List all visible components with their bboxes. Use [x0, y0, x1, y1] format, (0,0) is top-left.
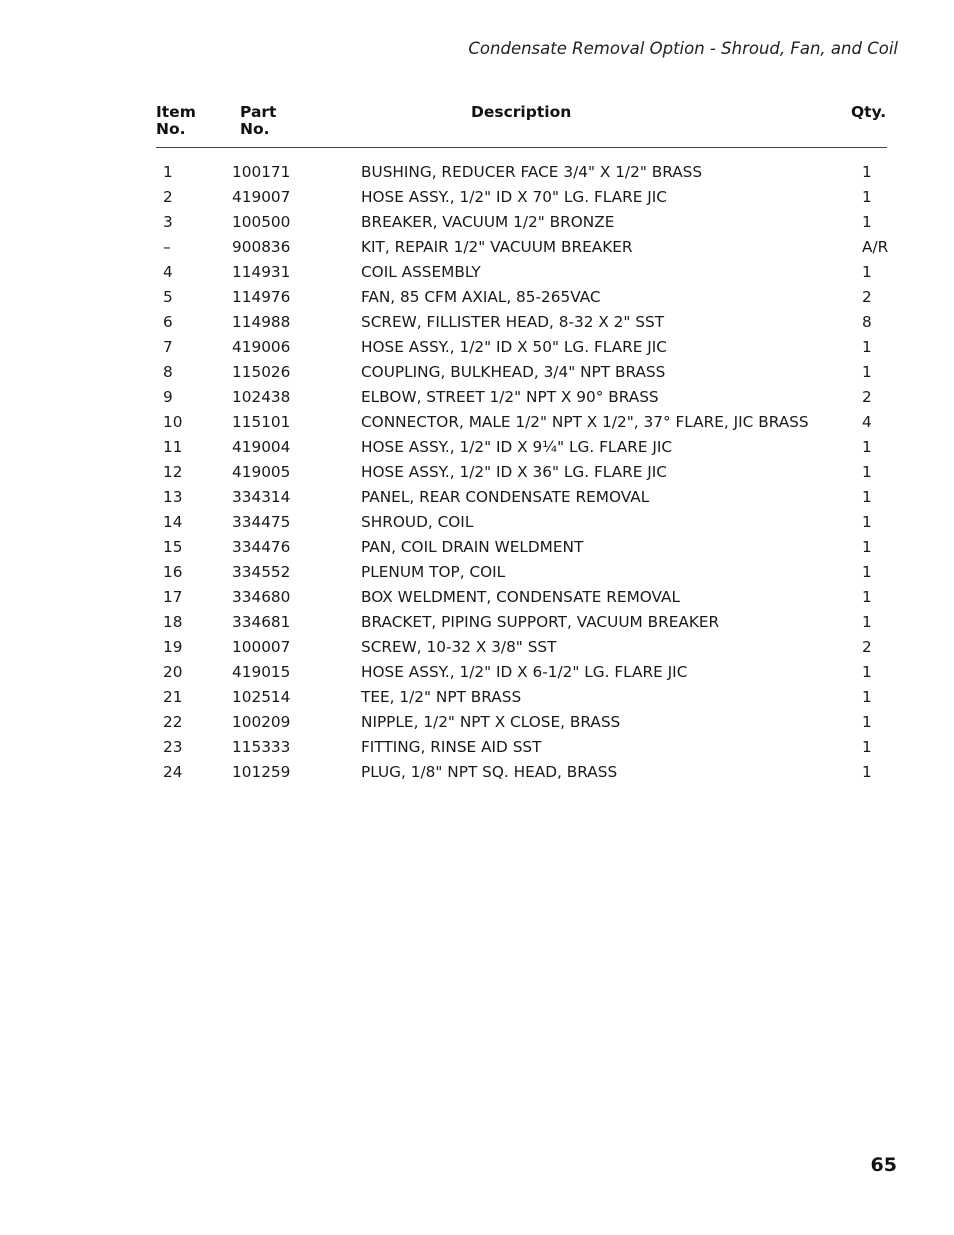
part-no-cell: 115026: [232, 363, 291, 381]
table-row: [0, 585, 954, 610]
item-no-cell: 19: [163, 638, 183, 656]
part-no-cell: 334314: [232, 488, 291, 506]
qty-cell: 2: [862, 388, 872, 406]
qty-cell: 1: [862, 738, 872, 756]
description-cell: PANEL, REAR CONDENSATE REMOVAL: [361, 488, 650, 506]
table-row: [0, 685, 954, 710]
description-cell: NIPPLE, 1/2" NPT X CLOSE, BRASS: [361, 713, 621, 731]
table-row: [0, 510, 954, 535]
qty-cell: 1: [862, 438, 872, 456]
description-cell: SCREW, 10-32 X 3/8" SST: [361, 638, 557, 656]
part-no-cell: 419007: [232, 188, 291, 206]
qty-cell: 1: [862, 613, 872, 631]
table-row: [0, 535, 954, 560]
header-qty: Qty.: [851, 103, 887, 121]
item-no-cell: 17: [163, 588, 183, 606]
item-no-cell: 9: [163, 388, 173, 406]
qty-cell: 1: [862, 513, 872, 531]
part-no-cell: 100171: [232, 163, 291, 181]
qty-cell: 1: [862, 188, 872, 206]
header-item-no: [156, 104, 196, 138]
table-row: [0, 260, 954, 285]
part-no-cell: 102438: [232, 388, 291, 406]
item-no-cell: 6: [163, 313, 173, 331]
header-part-line2: No.: [240, 120, 270, 138]
description-cell: TEE, 1/2" NPT BRASS: [361, 688, 522, 706]
item-no-cell: 2: [163, 188, 173, 206]
part-no-cell: 419006: [232, 338, 291, 356]
qty-cell: 4: [862, 413, 872, 431]
table-row: [0, 185, 954, 210]
item-no-cell: 7: [163, 338, 173, 356]
description-cell: COIL ASSEMBLY: [361, 263, 481, 281]
part-no-cell: 334680: [232, 588, 291, 606]
table-row: [0, 435, 954, 460]
description-cell: ELBOW, STREET 1/2" NPT X 90° BRASS: [361, 388, 659, 406]
item-no-cell: 24: [163, 763, 183, 781]
part-no-cell: 419015: [232, 663, 291, 681]
part-no-cell: 334681: [232, 613, 291, 631]
description-cell: PLUG, 1/8" NPT SQ. HEAD, BRASS: [361, 763, 618, 781]
page-number: 65: [870, 1154, 897, 1176]
item-no-cell: 10: [163, 413, 183, 431]
item-no-cell: 16: [163, 563, 183, 581]
table-row: [0, 485, 954, 510]
qty-cell: 1: [862, 563, 872, 581]
item-no-cell: 18: [163, 613, 183, 631]
item-no-cell: 22: [163, 713, 183, 731]
table-row: [0, 460, 954, 485]
part-no-cell: 114931: [232, 263, 291, 281]
table-row: [0, 735, 954, 760]
qty-cell: 1: [862, 463, 872, 481]
table-row: [0, 310, 954, 335]
table-row: [0, 385, 954, 410]
table-row: [0, 610, 954, 635]
description-cell: BREAKER, VACUUM 1/2" BRONZE: [361, 213, 615, 231]
item-no-cell: 1: [163, 163, 173, 181]
table-row: [0, 285, 954, 310]
running-head: Condensate Removal Option - Shroud, Fan, and Coil: [468, 39, 898, 58]
parts-table-body: [0, 160, 954, 785]
item-no-cell: 3: [163, 213, 173, 231]
table-row: [0, 160, 954, 185]
item-no-cell: 5: [163, 288, 173, 306]
table-row: [0, 235, 954, 260]
qty-cell: 1: [862, 688, 872, 706]
qty-cell: 1: [862, 363, 872, 381]
part-no-cell: 115101: [232, 413, 291, 431]
item-no-cell: 8: [163, 363, 173, 381]
item-no-cell: 12: [163, 463, 183, 481]
table-row: [0, 410, 954, 435]
table-row: [0, 335, 954, 360]
table-row: [0, 635, 954, 660]
part-no-cell: 114988: [232, 313, 291, 331]
table-row: [0, 760, 954, 785]
table-row: [0, 560, 954, 585]
qty-cell: 8: [862, 313, 872, 331]
qty-cell: 1: [862, 338, 872, 356]
qty-cell: 1: [862, 763, 872, 781]
description-cell: FAN, 85 CFM AXIAL, 85-265VAC: [361, 288, 601, 306]
part-no-cell: 100209: [232, 713, 291, 731]
item-no-cell: 21: [163, 688, 183, 706]
header-description: Description: [471, 103, 572, 121]
description-cell: BOX WELDMENT, CONDENSATE REMOVAL: [361, 588, 681, 606]
qty-cell: 1: [862, 163, 872, 181]
description-cell: COUPLING, BULKHEAD, 3/4" NPT BRASS: [361, 363, 666, 381]
item-no-cell: 20: [163, 663, 183, 681]
part-no-cell: 334476: [232, 538, 291, 556]
qty-cell: 1: [862, 263, 872, 281]
qty-cell: 1: [862, 663, 872, 681]
qty-cell: 2: [862, 288, 872, 306]
description-cell: HOSE ASSY., 1/2" ID X 70" LG. FLARE JIC: [361, 188, 667, 206]
header-rule: [156, 147, 887, 148]
description-cell: PLENUM TOP, COIL: [361, 563, 506, 581]
item-no-cell: 14: [163, 513, 183, 531]
part-no-cell: 100500: [232, 213, 291, 231]
description-cell: HOSE ASSY., 1/2" ID X 6-1/2" LG. FLARE JIC: [361, 663, 688, 681]
qty-cell: 2: [862, 638, 872, 656]
part-no-cell: 900836: [232, 238, 291, 256]
description-cell: BRACKET, PIPING SUPPORT, VACUUM BREAKER: [361, 613, 720, 631]
part-no-cell: 115333: [232, 738, 291, 756]
description-cell: HOSE ASSY., 1/2" ID X 9¼" LG. FLARE JIC: [361, 438, 673, 456]
item-no-cell: 23: [163, 738, 183, 756]
part-no-cell: 102514: [232, 688, 291, 706]
qty-cell: 1: [862, 588, 872, 606]
item-no-cell: 15: [163, 538, 183, 556]
header-item-line2: No.: [156, 120, 186, 138]
header-item-line1: Item: [156, 103, 196, 121]
description-cell: HOSE ASSY., 1/2" ID X 36" LG. FLARE JIC: [361, 463, 667, 481]
item-no-cell: 13: [163, 488, 183, 506]
qty-cell: 1: [862, 538, 872, 556]
part-no-cell: 114976: [232, 288, 291, 306]
part-no-cell: 100007: [232, 638, 291, 656]
description-cell: BUSHING, REDUCER FACE 3/4" X 1/2" BRASS: [361, 163, 703, 181]
description-cell: FITTING, RINSE AID SST: [361, 738, 542, 756]
description-cell: KIT, REPAIR 1/2" VACUUM BREAKER: [361, 238, 633, 256]
item-no-cell: –: [163, 238, 171, 256]
qty-cell: 1: [862, 488, 872, 506]
qty-cell: 1: [862, 213, 872, 231]
part-no-cell: 334475: [232, 513, 291, 531]
description-cell: SCREW, FILLISTER HEAD, 8-32 X 2" SST: [361, 313, 665, 331]
description-cell: CONNECTOR, MALE 1/2" NPT X 1/2", 37° FLARE, JIC BRASS: [361, 413, 809, 431]
table-row: [0, 710, 954, 735]
qty-cell: 1: [862, 713, 872, 731]
part-no-cell: 334552: [232, 563, 291, 581]
table-row: [0, 660, 954, 685]
item-no-cell: 4: [163, 263, 173, 281]
header-part-no: [240, 104, 276, 138]
part-no-cell: 101259: [232, 763, 291, 781]
qty-cell: A/R: [862, 238, 889, 256]
part-no-cell: 419005: [232, 463, 291, 481]
header-part-line1: Part: [240, 103, 277, 121]
item-no-cell: 11: [163, 438, 183, 456]
table-row: [0, 360, 954, 385]
part-no-cell: 419004: [232, 438, 291, 456]
description-cell: HOSE ASSY., 1/2" ID X 50" LG. FLARE JIC: [361, 338, 667, 356]
description-cell: PAN, COIL DRAIN WELDMENT: [361, 538, 584, 556]
table-row: [0, 210, 954, 235]
description-cell: SHROUD, COIL: [361, 513, 474, 531]
